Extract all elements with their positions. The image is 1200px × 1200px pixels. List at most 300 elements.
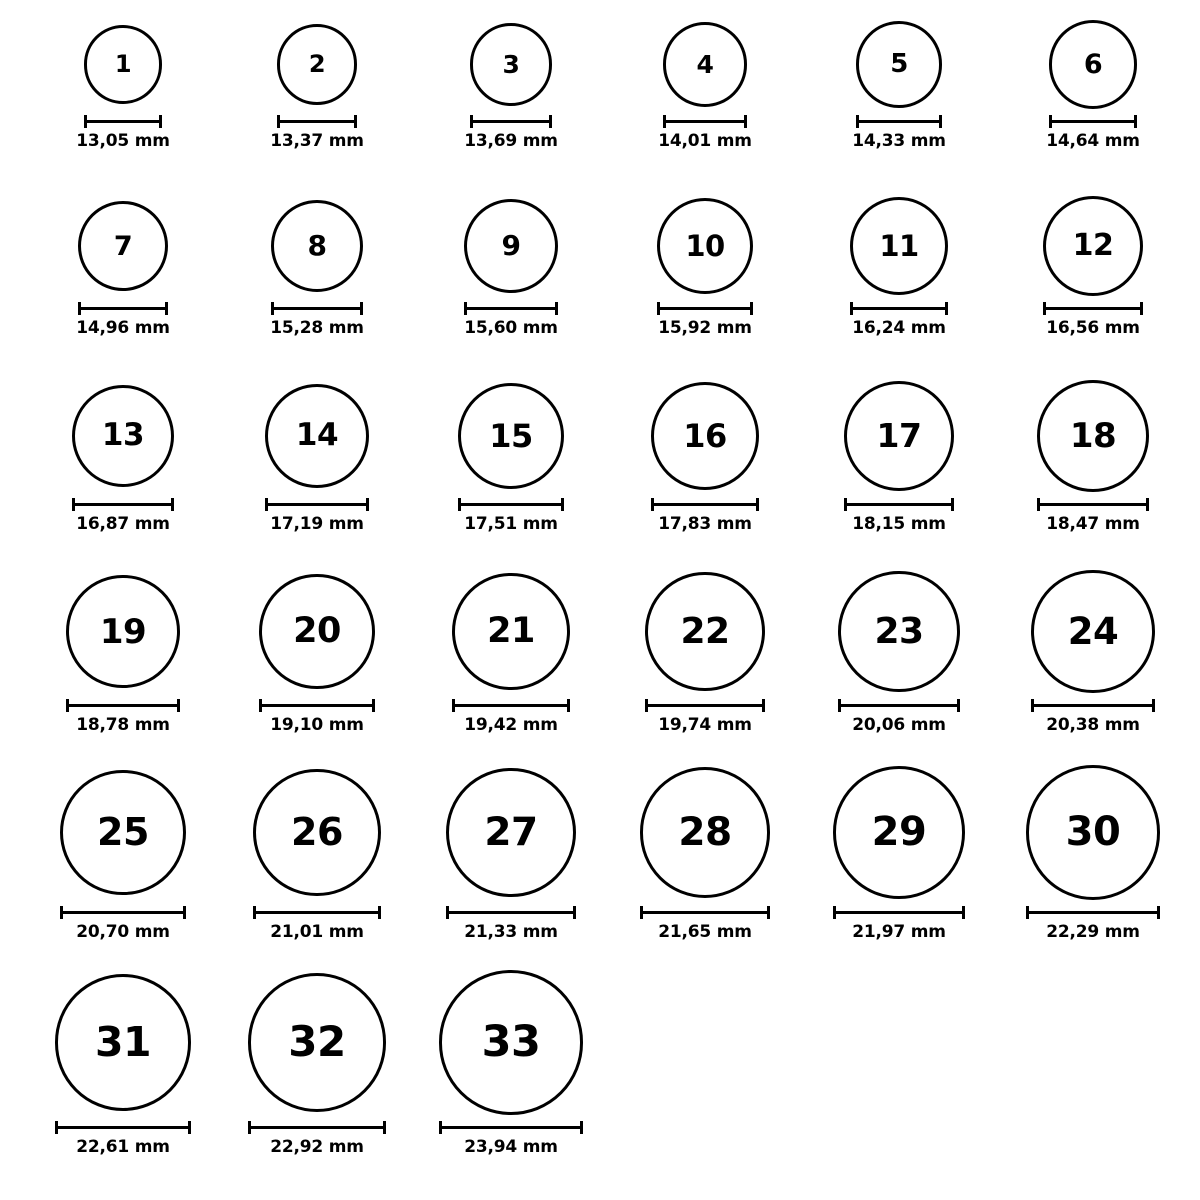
ring-circle-wrap [265, 380, 369, 492]
diameter-label: 17,19 mm [270, 513, 364, 534]
measure-end-cap-right [1140, 302, 1143, 315]
measure-end-cap-left [458, 498, 461, 511]
measure-line [657, 307, 753, 310]
ring-size-cell [28, 765, 218, 942]
measure-line [265, 503, 369, 506]
measure-end-cap-left [1037, 498, 1040, 511]
ring-size-row [0, 380, 1200, 534]
ring-size-cell [610, 380, 800, 534]
measure-end-cap-right [567, 699, 570, 712]
measure-line [645, 704, 764, 707]
diameter-measure-bar [470, 115, 553, 127]
ring-circle-wrap [253, 765, 380, 900]
ring-circle-wrap [72, 380, 174, 492]
measure-end-cap-right [372, 699, 375, 712]
ring-circle [850, 197, 948, 295]
ring-size-cell [28, 20, 218, 151]
diameter-measure-bar [464, 302, 558, 314]
diameter-label: 18,78 mm [76, 715, 170, 736]
ring-circle [66, 575, 180, 689]
ring-size-number: 29 [871, 809, 927, 856]
ring-circle-wrap [464, 196, 558, 296]
measure-end-cap-left [1026, 906, 1029, 919]
measure-line [640, 911, 771, 914]
diameter-measure-bar [1031, 699, 1154, 711]
ring-circle-wrap [66, 570, 180, 693]
ring-circle-wrap [277, 20, 358, 109]
measure-end-cap-right [573, 906, 576, 919]
measure-end-cap-right [378, 906, 381, 919]
ring-size-number: 21 [487, 611, 535, 652]
ring-size-number: 14 [295, 417, 339, 454]
ring-size-cell [416, 196, 606, 338]
ring-size-number: 20 [293, 611, 341, 652]
ring-size-cell [222, 380, 412, 534]
ring-circle-wrap [1026, 765, 1161, 900]
measure-end-cap-right [360, 302, 363, 315]
diameter-measure-bar [657, 302, 753, 314]
ring-circle [1049, 20, 1138, 109]
diameter-measure-bar [66, 699, 180, 711]
ring-circle [277, 24, 358, 105]
measure-end-cap-right [171, 498, 174, 511]
ring-size-cell [610, 196, 800, 338]
measure-end-cap-left [60, 906, 63, 919]
measure-end-cap-left [833, 906, 836, 919]
diameter-measure-bar [1026, 906, 1161, 918]
ring-size-number: 33 [481, 1016, 541, 1067]
measure-end-cap-right [177, 699, 180, 712]
measure-line [651, 503, 759, 506]
ring-size-cell [804, 570, 994, 735]
diameter-label: 13,37 mm [270, 130, 364, 151]
measure-end-cap-left [55, 1121, 58, 1134]
measure-end-cap-right [383, 1121, 386, 1134]
ring-circle-wrap [1037, 380, 1149, 492]
diameter-label: 18,15 mm [852, 513, 946, 534]
measure-line [856, 120, 943, 123]
ring-circle [60, 770, 185, 895]
measure-end-cap-right [767, 906, 770, 919]
ring-size-row [0, 765, 1200, 942]
ring-size-cell [610, 570, 800, 735]
diameter-label: 14,64 mm [1046, 130, 1140, 151]
ring-size-cell [416, 380, 606, 534]
ring-circle-wrap [439, 970, 584, 1115]
ring-size-number: 4 [696, 49, 714, 79]
diameter-measure-bar [640, 906, 771, 918]
measure-end-cap-right [1146, 498, 1149, 511]
ring-size-cell [28, 196, 218, 338]
measure-end-cap-right [366, 498, 369, 511]
ring-size-number: 7 [113, 230, 133, 262]
measure-line [253, 911, 380, 914]
diameter-measure-bar [55, 1121, 192, 1133]
ring-size-cell [28, 970, 218, 1157]
diameter-measure-bar [265, 498, 369, 510]
ring-size-cell [804, 380, 994, 534]
diameter-measure-bar [253, 906, 380, 918]
ring-size-number: 26 [291, 810, 343, 855]
measure-line [66, 704, 180, 707]
ring-size-cell [222, 20, 412, 151]
measure-end-cap-right [165, 302, 168, 315]
measure-end-cap-right [957, 699, 960, 712]
diameter-label: 17,83 mm [658, 513, 752, 534]
diameter-label: 21,33 mm [464, 921, 558, 942]
ring-size-row [0, 570, 1200, 735]
diameter-measure-bar [248, 1121, 387, 1133]
ring-circle-wrap [645, 570, 764, 693]
ring-circle-wrap [844, 380, 954, 492]
diameter-label: 23,94 mm [464, 1136, 558, 1157]
measure-end-cap-left [844, 498, 847, 511]
ring-circle [446, 768, 575, 897]
ring-size-cell [804, 765, 994, 942]
ring-size-number: 24 [1067, 610, 1119, 654]
measure-line [84, 120, 163, 123]
ring-size-cell [998, 196, 1188, 338]
diameter-label: 14,01 mm [658, 130, 752, 151]
diameter-label: 20,38 mm [1046, 715, 1140, 736]
ring-circle-wrap [1049, 20, 1138, 109]
measure-end-cap-right [549, 115, 552, 128]
ring-circle-wrap [78, 196, 169, 296]
measure-line [248, 1126, 387, 1129]
measure-end-cap-right [1134, 115, 1137, 128]
ring-size-cell [416, 570, 606, 735]
diameter-label: 20,70 mm [76, 921, 170, 942]
diameter-label: 13,05 mm [76, 130, 170, 151]
ring-size-cell [998, 765, 1188, 942]
ring-circle-wrap [651, 380, 759, 492]
ring-circle-wrap [838, 570, 959, 693]
measure-end-cap-left [838, 699, 841, 712]
measure-end-cap-left [856, 115, 859, 128]
measure-line [1043, 307, 1143, 310]
ring-circle [1043, 196, 1143, 296]
ring-circle-wrap [248, 970, 387, 1115]
ring-circle-wrap [856, 20, 943, 109]
measure-line [446, 911, 575, 914]
measure-end-cap-left [78, 302, 81, 315]
ring-size-number: 19 [99, 611, 147, 652]
measure-line [452, 704, 569, 707]
ring-size-number: 9 [501, 229, 521, 263]
ring-size-cell [222, 765, 412, 942]
ring-circle [838, 571, 959, 692]
diameter-label: 22,29 mm [1046, 921, 1140, 942]
ring-size-number: 11 [879, 228, 919, 263]
ring-size-number: 31 [94, 1017, 152, 1066]
diameter-label: 21,65 mm [658, 921, 752, 942]
ring-size-cell [610, 765, 800, 942]
ring-circle-wrap [833, 765, 966, 900]
ring-circle [248, 973, 387, 1112]
ring-size-number: 5 [890, 49, 908, 80]
diameter-label: 21,01 mm [270, 921, 364, 942]
ring-size-number: 8 [307, 229, 327, 263]
measure-end-cap-left [452, 699, 455, 712]
ring-circle-wrap [259, 570, 375, 693]
ring-circle [844, 381, 954, 491]
diameter-measure-bar [850, 302, 948, 314]
ring-circle [663, 22, 748, 107]
measure-line [271, 307, 363, 310]
ring-size-number: 32 [288, 1017, 346, 1067]
diameter-measure-bar [458, 498, 564, 510]
diameter-label: 15,60 mm [464, 318, 558, 339]
ring-size-number: 15 [489, 416, 533, 455]
ring-circle [271, 200, 363, 292]
ring-size-number: 23 [874, 610, 924, 652]
diameter-measure-bar [651, 498, 759, 510]
ring-size-cell [610, 20, 800, 151]
ring-circle [640, 767, 771, 898]
diameter-measure-bar [1037, 498, 1149, 510]
diameter-measure-bar [1049, 115, 1138, 127]
diameter-label: 14,33 mm [852, 130, 946, 151]
measure-end-cap-left [657, 302, 660, 315]
ring-size-row [0, 20, 1200, 151]
ring-circle [72, 385, 174, 487]
measure-end-cap-right [1152, 699, 1155, 712]
ring-circle [78, 201, 169, 292]
ring-circle-wrap [84, 20, 163, 109]
measure-line [78, 307, 169, 310]
measure-line [1049, 120, 1138, 123]
diameter-label: 18,47 mm [1046, 513, 1140, 534]
diameter-measure-bar [259, 699, 375, 711]
measure-end-cap-right [354, 115, 357, 128]
diameter-measure-bar [78, 302, 169, 314]
diameter-label: 19,10 mm [270, 715, 364, 736]
ring-size-row [0, 196, 1200, 338]
measure-line [60, 911, 185, 914]
ring-circle [856, 21, 943, 108]
measure-end-cap-right [159, 115, 162, 128]
ring-size-number: 2 [308, 50, 326, 79]
ring-circle-wrap [470, 20, 553, 109]
ring-size-number: 3 [502, 49, 520, 79]
ring-size-number: 18 [1069, 415, 1117, 456]
ring-size-number: 10 [685, 228, 725, 263]
ring-circle [833, 766, 966, 899]
diameter-measure-bar [446, 906, 575, 918]
measure-end-cap-left [645, 699, 648, 712]
ring-circle-wrap [55, 970, 192, 1115]
ring-circle [253, 769, 380, 896]
measure-line [464, 307, 558, 310]
ring-circle-wrap [1031, 570, 1154, 693]
diameter-measure-bar [1043, 302, 1143, 314]
measure-end-cap-right [555, 302, 558, 315]
ring-size-cell [28, 380, 218, 534]
measure-line [470, 120, 553, 123]
diameter-label: 19,42 mm [464, 715, 558, 736]
diameter-measure-bar [439, 1121, 584, 1133]
ring-circle [265, 384, 369, 488]
ring-size-cell [998, 20, 1188, 151]
measure-end-cap-right [188, 1121, 191, 1134]
measure-end-cap-right [183, 906, 186, 919]
ring-circle-wrap [452, 570, 569, 693]
ring-circle [1037, 380, 1149, 492]
measure-end-cap-left [265, 498, 268, 511]
ring-circle [1026, 765, 1161, 900]
ring-size-number: 1 [114, 50, 132, 79]
diameter-measure-bar [833, 906, 966, 918]
measure-end-cap-right [945, 302, 948, 315]
diameter-label: 16,24 mm [852, 318, 946, 339]
measure-line [259, 704, 375, 707]
measure-end-cap-right [762, 699, 765, 712]
ring-circle [55, 974, 192, 1111]
measure-end-cap-right [1157, 906, 1160, 919]
ring-size-cell [416, 970, 606, 1157]
ring-size-cell [416, 20, 606, 151]
diameter-measure-bar [277, 115, 358, 127]
diameter-label: 21,97 mm [852, 921, 946, 942]
ring-circle [452, 573, 569, 690]
diameter-label: 19,74 mm [658, 715, 752, 736]
diameter-measure-bar [663, 115, 748, 127]
diameter-measure-bar [452, 699, 569, 711]
diameter-measure-bar [60, 906, 185, 918]
measure-end-cap-left [253, 906, 256, 919]
ring-size-number: 6 [1083, 48, 1103, 80]
ring-circle-wrap [663, 20, 748, 109]
measure-end-cap-right [744, 115, 747, 128]
ring-circle [651, 382, 759, 490]
measure-line [850, 307, 948, 310]
measure-line [1031, 704, 1154, 707]
measure-end-cap-left [277, 115, 280, 128]
ring-circle [458, 383, 564, 489]
measure-end-cap-right [756, 498, 759, 511]
diameter-label: 14,96 mm [76, 318, 170, 339]
measure-end-cap-right [962, 906, 965, 919]
diameter-measure-bar [645, 699, 764, 711]
diameter-label: 16,56 mm [1046, 318, 1140, 339]
measure-end-cap-left [72, 498, 75, 511]
diameter-label: 22,92 mm [270, 1136, 364, 1157]
diameter-measure-bar [84, 115, 163, 127]
measure-line [55, 1126, 192, 1129]
ring-circle-wrap [1043, 196, 1143, 296]
diameter-measure-bar [856, 115, 943, 127]
ring-size-number: 13 [101, 417, 145, 454]
measure-line [72, 503, 174, 506]
diameter-label: 20,06 mm [852, 715, 946, 736]
measure-end-cap-left [446, 906, 449, 919]
measure-end-cap-left [271, 302, 274, 315]
measure-line [844, 503, 954, 506]
ring-circle-wrap [640, 765, 771, 900]
measure-end-cap-left [248, 1121, 251, 1134]
ring-size-number: 22 [680, 610, 730, 652]
measure-line [663, 120, 748, 123]
measure-line [458, 503, 564, 506]
diameter-label: 15,28 mm [270, 318, 364, 339]
ring-size-number: 12 [1072, 228, 1114, 264]
measure-end-cap-left [1031, 699, 1034, 712]
ring-size-cell [28, 570, 218, 735]
ring-circle [645, 572, 764, 691]
measure-end-cap-left [470, 115, 473, 128]
ring-size-cell [222, 970, 412, 1157]
ring-size-number: 27 [484, 809, 538, 855]
measure-end-cap-left [640, 906, 643, 919]
ring-size-number: 30 [1065, 809, 1121, 856]
ring-size-number: 17 [876, 416, 922, 456]
measure-end-cap-left [651, 498, 654, 511]
measure-end-cap-left [1043, 302, 1046, 315]
measure-line [833, 911, 966, 914]
diameter-measure-bar [72, 498, 174, 510]
ring-circle-wrap [446, 765, 575, 900]
diameter-label: 17,51 mm [464, 513, 558, 534]
diameter-measure-bar [844, 498, 954, 510]
ring-size-cell [804, 20, 994, 151]
ring-circle-wrap [850, 196, 948, 296]
ring-size-number: 16 [683, 416, 727, 455]
ring-size-number: 25 [97, 810, 149, 855]
ring-circle-wrap [657, 196, 753, 296]
diameter-label: 16,87 mm [76, 513, 170, 534]
measure-end-cap-right [561, 498, 564, 511]
measure-end-cap-left [464, 302, 467, 315]
measure-end-cap-left [439, 1121, 442, 1134]
diameter-label: 13,69 mm [464, 130, 558, 151]
measure-end-cap-left [84, 115, 87, 128]
diameter-label: 22,61 mm [76, 1136, 170, 1157]
measure-line [439, 1126, 584, 1129]
measure-end-cap-left [850, 302, 853, 315]
ring-size-row [0, 970, 1200, 1157]
ring-size-cell [222, 570, 412, 735]
ring-circle-wrap [458, 380, 564, 492]
ring-circle [470, 23, 553, 106]
ring-circle-wrap [60, 765, 185, 900]
measure-end-cap-left [663, 115, 666, 128]
ring-size-number: 28 [678, 809, 732, 855]
ring-circle [259, 574, 375, 690]
measure-end-cap-right [951, 498, 954, 511]
ring-size-cell [222, 196, 412, 338]
ring-size-cell [998, 570, 1188, 735]
ring-size-cell [416, 765, 606, 942]
ring-size-cell [998, 380, 1188, 534]
measure-end-cap-left [66, 699, 69, 712]
measure-line [838, 704, 959, 707]
ring-circle [657, 198, 753, 294]
diameter-measure-bar [271, 302, 363, 314]
measure-end-cap-left [1049, 115, 1052, 128]
diameter-measure-bar [838, 699, 959, 711]
diameter-label: 15,92 mm [658, 318, 752, 339]
measure-line [1037, 503, 1149, 506]
ring-size-cell [804, 196, 994, 338]
ring-circle [84, 25, 163, 104]
measure-end-cap-right [939, 115, 942, 128]
measure-line [1026, 911, 1161, 914]
measure-end-cap-right [750, 302, 753, 315]
ring-circle [464, 199, 558, 293]
measure-line [277, 120, 358, 123]
ring-circle [1031, 570, 1154, 693]
ring-circle-wrap [271, 196, 363, 296]
